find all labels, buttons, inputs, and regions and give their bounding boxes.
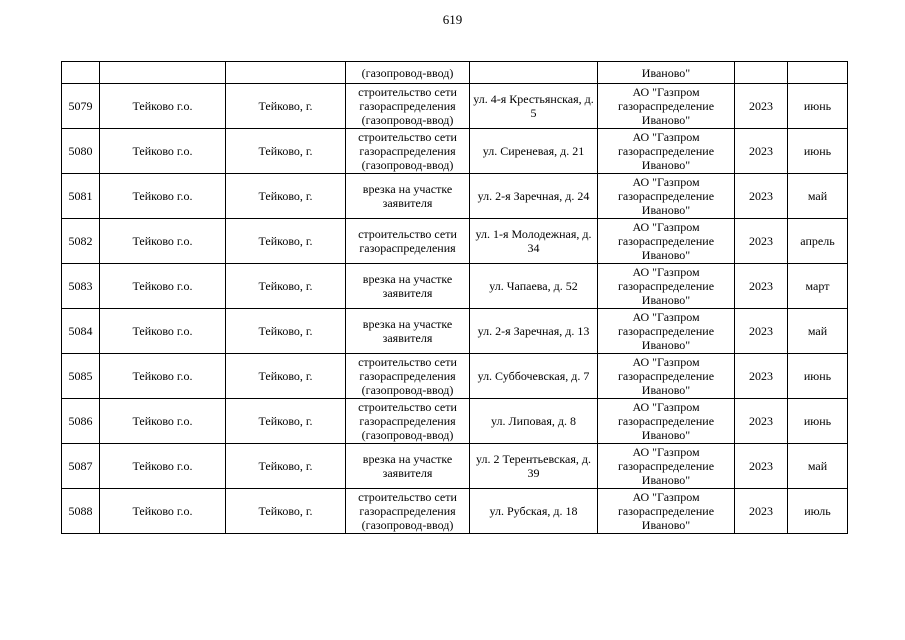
page-number: 619: [442, 12, 463, 27]
cell-district: Тейково г.о.: [100, 489, 226, 534]
cell-year: 2023: [735, 399, 788, 444]
cell-month: апрель: [788, 219, 848, 264]
cell-settlement: Тейково, г.: [226, 309, 346, 354]
cell-year: 2023: [735, 309, 788, 354]
cell-organization: АО "Газпром газораспределение Иваново": [598, 84, 735, 129]
cell-month: март: [788, 264, 848, 309]
cell-organization: АО "Газпром газораспределение Иваново": [598, 129, 735, 174]
cell-year: [735, 62, 788, 84]
cell-number: 5083: [62, 264, 100, 309]
cell-settlement: Тейково, г.: [226, 399, 346, 444]
cell-month: май: [788, 444, 848, 489]
cell-number: 5081: [62, 174, 100, 219]
cell-address: ул. 4-я Крестьянская, д. 5: [470, 84, 598, 129]
cell-work-type: строительство сети газораспределения (газопровод-ввод): [346, 84, 470, 129]
cell-settlement: Тейково, г.: [226, 354, 346, 399]
cell-month: июнь: [788, 84, 848, 129]
cell-organization: АО "Газпром газораспределение Иваново": [598, 309, 735, 354]
cell-number: 5088: [62, 489, 100, 534]
cell-settlement: Тейково, г.: [226, 264, 346, 309]
cell-work-type: врезка на участке заявителя: [346, 309, 470, 354]
cell-month: июнь: [788, 399, 848, 444]
cell-work-type: врезка на участке заявителя: [346, 444, 470, 489]
cell-settlement: Тейково, г.: [226, 129, 346, 174]
cell-address: ул. 2-я Заречная, д. 13: [470, 309, 598, 354]
cell-organization: АО "Газпром газораспределение Иваново": [598, 264, 735, 309]
cell-settlement: Тейково, г.: [226, 219, 346, 264]
cell-month: июнь: [788, 354, 848, 399]
cell-number: 5087: [62, 444, 100, 489]
cell-district: Тейково г.о.: [100, 444, 226, 489]
cell-year: 2023: [735, 444, 788, 489]
table-row: [62, 309, 848, 354]
table-row: [62, 219, 848, 264]
cell-organization: АО "Газпром газораспределение Иваново": [598, 354, 735, 399]
cell-work-type: строительство сети газораспределения: [346, 219, 470, 264]
cell-district: Тейково г.о.: [100, 129, 226, 174]
cell-settlement: Тейково, г.: [226, 489, 346, 534]
continuation-row: [62, 62, 848, 84]
table-row: [62, 489, 848, 534]
cell-district: Тейково г.о.: [100, 354, 226, 399]
cell-number: 5079: [62, 84, 100, 129]
cell-district: Тейково г.о.: [100, 264, 226, 309]
cell-address: ул. Сиреневая, д. 21: [470, 129, 598, 174]
cell-number: 5080: [62, 129, 100, 174]
cell-month: май: [788, 174, 848, 219]
cell-address: ул. Чапаева, д. 52: [470, 264, 598, 309]
cell-district: Тейково г.о.: [100, 219, 226, 264]
cell-organization: АО "Газпром газораспределение Иваново": [598, 489, 735, 534]
cell-district: Тейково г.о.: [100, 174, 226, 219]
cell-organization: АО "Газпром газораспределение Иваново": [598, 219, 735, 264]
cell-address: ул. 1-я Молодежная, д. 34: [470, 219, 598, 264]
cell-work-type: строительство сети газораспределения (газопровод-ввод): [346, 399, 470, 444]
cell-settlement: Тейково, г.: [226, 444, 346, 489]
cell-number: 5082: [62, 219, 100, 264]
cell-address: ул. Суббочевская, д. 7: [470, 354, 598, 399]
table-body: [62, 62, 848, 534]
cell-work-type: строительство сети газораспределения (газопровод-ввод): [346, 354, 470, 399]
cell-year: 2023: [735, 129, 788, 174]
table-row: [62, 354, 848, 399]
cell-number: 5085: [62, 354, 100, 399]
cell-address: ул. Липовая, д. 8: [470, 399, 598, 444]
table-row: [62, 174, 848, 219]
cell-year: 2023: [735, 354, 788, 399]
gas-connection-table: [61, 61, 848, 534]
cell-year: 2023: [735, 264, 788, 309]
table-row: [62, 444, 848, 489]
cell-year: 2023: [735, 174, 788, 219]
cell-number: 5086: [62, 399, 100, 444]
cell-organization: Иваново": [598, 62, 735, 84]
cell-district: Тейково г.о.: [100, 309, 226, 354]
table-row: [62, 84, 848, 129]
cell-number: 5084: [62, 309, 100, 354]
cell-district: Тейково г.о.: [100, 399, 226, 444]
cell-month: май: [788, 309, 848, 354]
cell-year: 2023: [735, 489, 788, 534]
table-row: [62, 264, 848, 309]
cell-number: [62, 62, 100, 84]
cell-work-type: (газопровод-ввод): [346, 62, 470, 84]
cell-year: 2023: [735, 219, 788, 264]
cell-month: [788, 62, 848, 84]
cell-work-type: строительство сети газораспределения (газопровод-ввод): [346, 489, 470, 534]
cell-settlement: Тейково, г.: [226, 174, 346, 219]
cell-organization: АО "Газпром газораспределение Иваново": [598, 444, 735, 489]
cell-month: июнь: [788, 129, 848, 174]
cell-address: ул. Рубская, д. 18: [470, 489, 598, 534]
cell-address: ул. 2-я Заречная, д. 24: [470, 174, 598, 219]
cell-work-type: врезка на участке заявителя: [346, 174, 470, 219]
cell-organization: АО "Газпром газораспределение Иваново": [598, 399, 735, 444]
table-row: [62, 129, 848, 174]
table-row: [62, 399, 848, 444]
cell-year: 2023: [735, 84, 788, 129]
cell-month: июль: [788, 489, 848, 534]
cell-address: [470, 62, 598, 84]
cell-district: Тейково г.о.: [100, 84, 226, 129]
cell-settlement: [226, 62, 346, 84]
cell-work-type: врезка на участке заявителя: [346, 264, 470, 309]
cell-district: [100, 62, 226, 84]
cell-organization: АО "Газпром газораспределение Иваново": [598, 174, 735, 219]
cell-settlement: Тейково, г.: [226, 84, 346, 129]
cell-address: ул. 2 Терентьевская, д. 39: [470, 444, 598, 489]
cell-work-type: строительство сети газораспределения (газопровод-ввод): [346, 129, 470, 174]
